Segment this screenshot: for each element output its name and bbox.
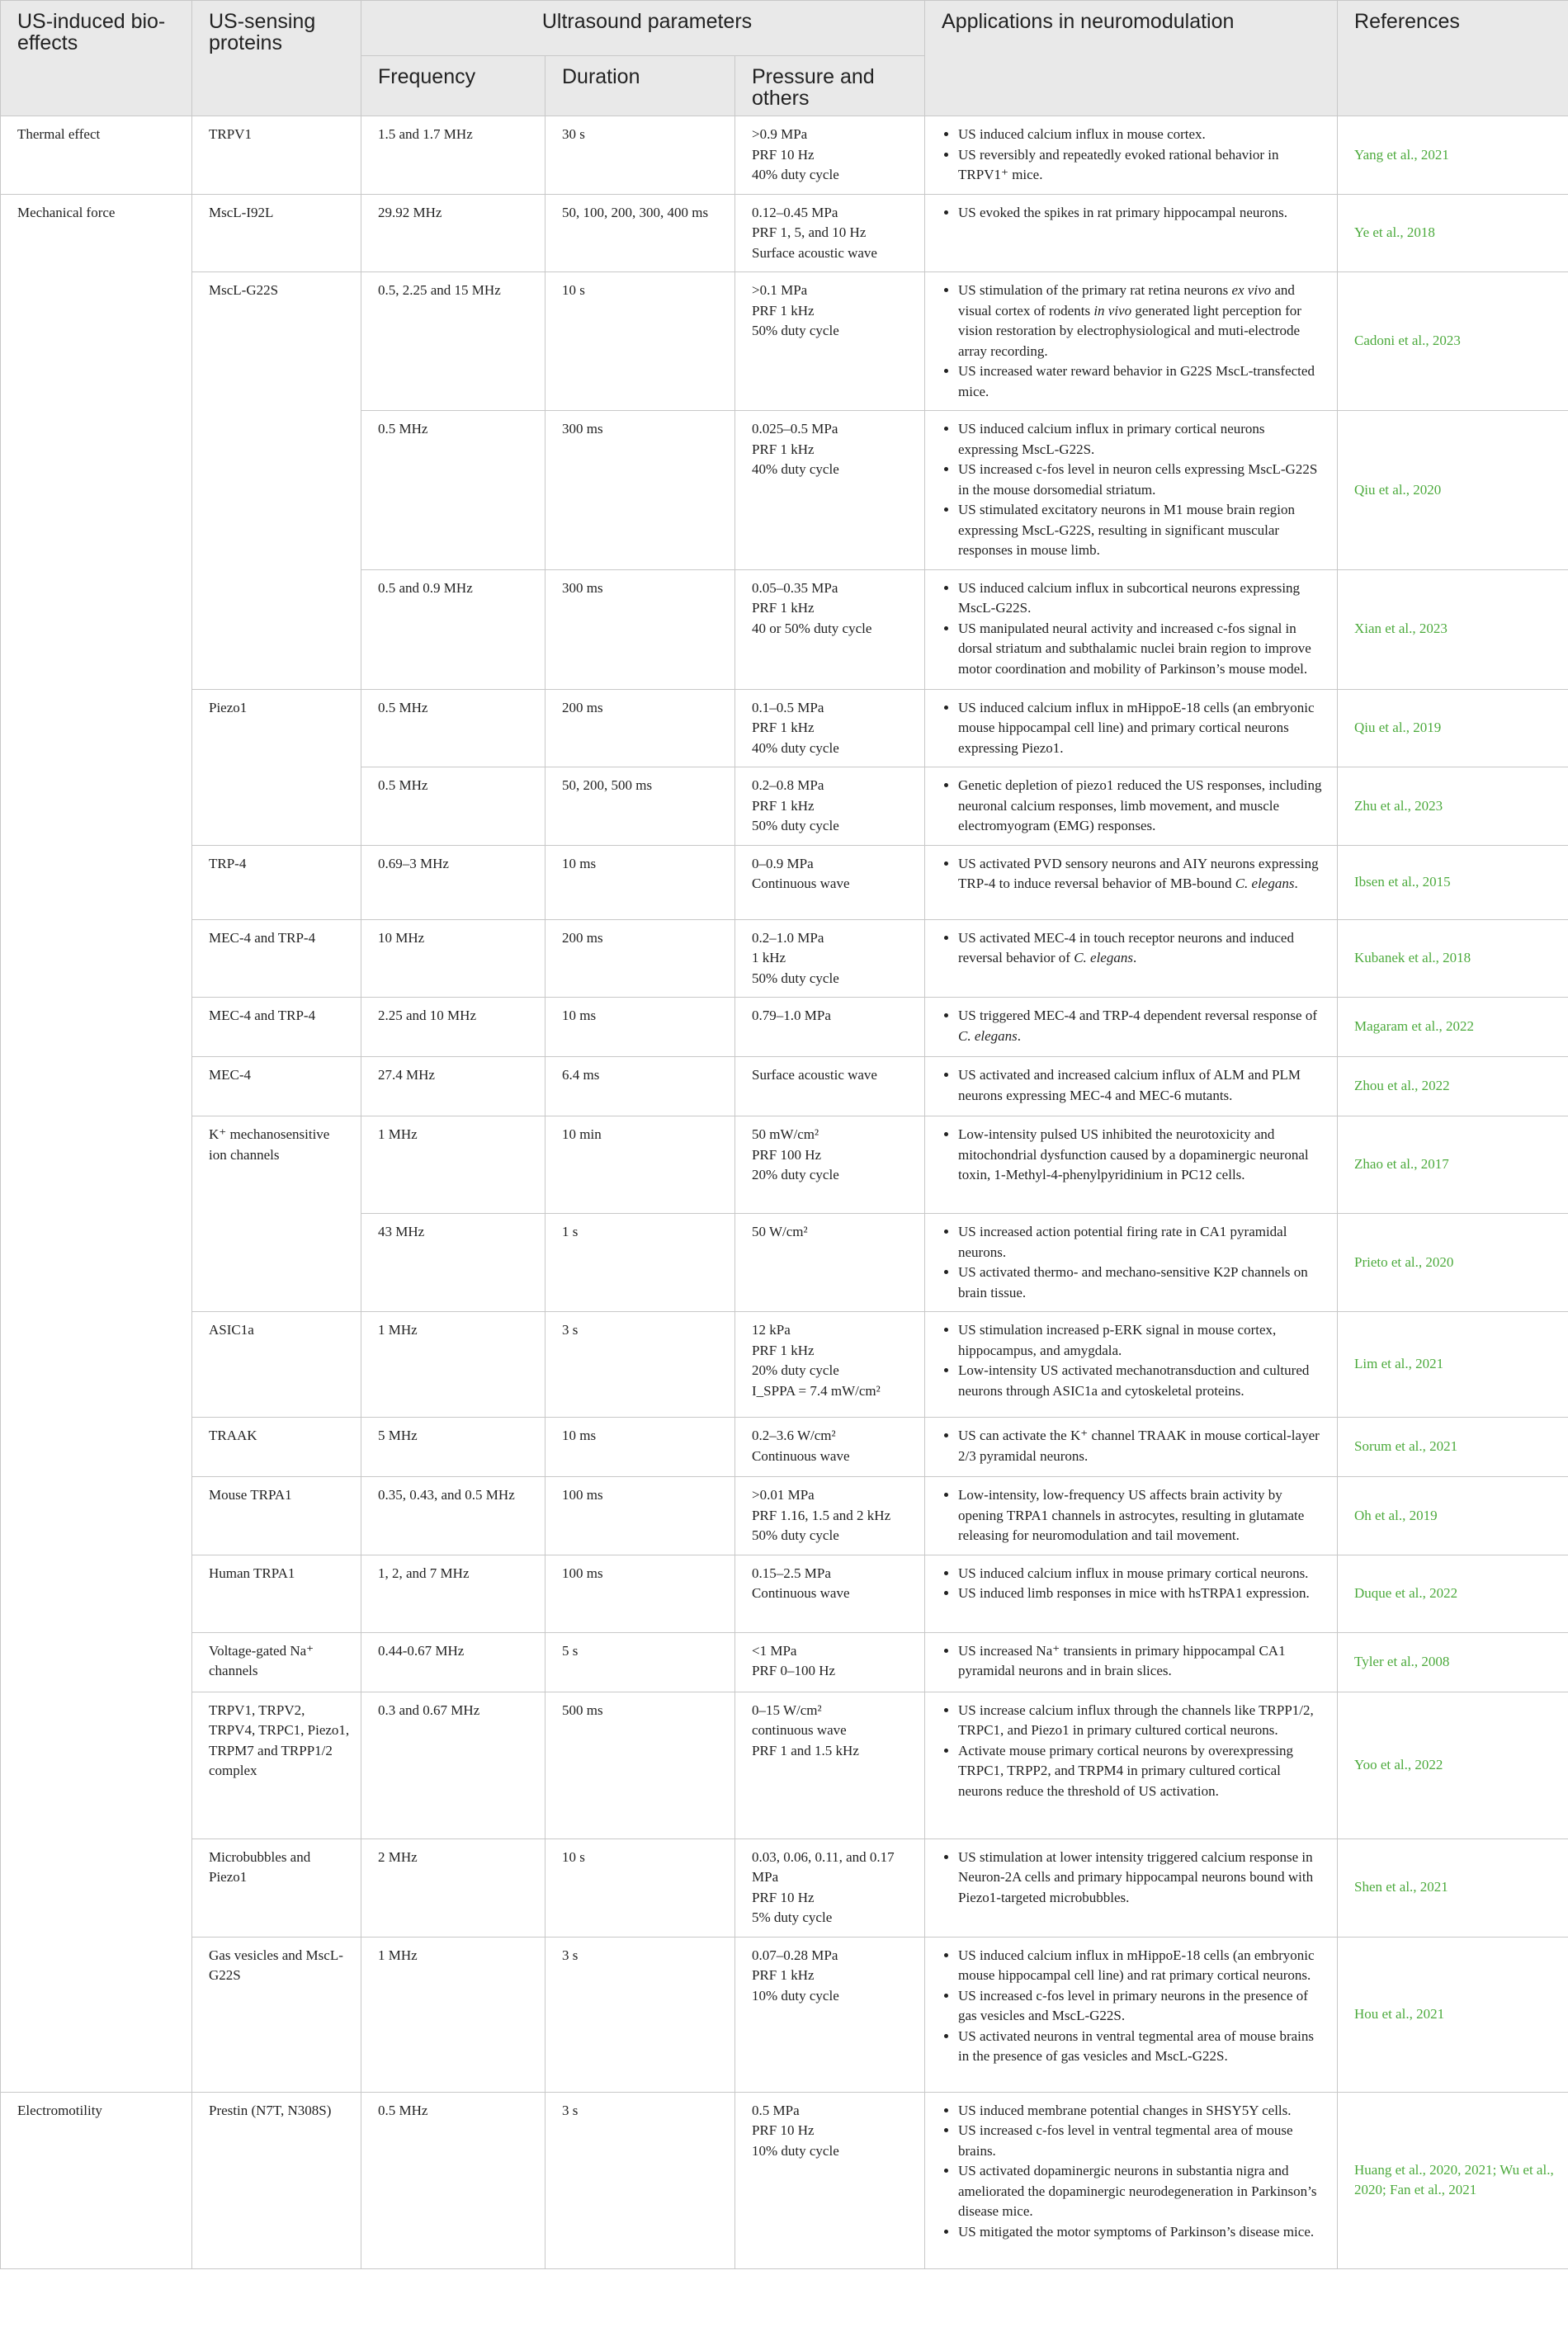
pressure-line: 20% duty cycle bbox=[752, 1362, 839, 1378]
frequency-cell: 5 MHz bbox=[361, 1418, 545, 1477]
applications-cell bbox=[925, 2092, 1338, 2268]
pressure-line: 50% duty cycle bbox=[752, 818, 839, 833]
pressure-line: 20% duty cycle bbox=[752, 1167, 839, 1182]
table-row bbox=[1, 116, 1568, 195]
table-body bbox=[1, 116, 1568, 2269]
pressure-line: PRF 1 kHz bbox=[752, 441, 815, 457]
applications-cell bbox=[925, 845, 1338, 919]
pressure-line: PRF 1 kHz bbox=[752, 1342, 815, 1358]
pressure-cell bbox=[735, 1116, 925, 1214]
application-item: • US mitigated the motor symptoms of Parkinson’s disease mice. bbox=[958, 2222, 1327, 2243]
application-item: • US triggered MEC-4 and TRP-4 dependent reversal response of C. elegans. bbox=[958, 1006, 1327, 1046]
pressure-line: 0.15–2.5 MPa bbox=[752, 1565, 831, 1581]
duration-cell: 3 s bbox=[545, 2092, 735, 2268]
protein-cell: Microbubbles and Piezo1 bbox=[192, 1838, 361, 1937]
pressure-cell bbox=[735, 194, 925, 272]
pressure-cell bbox=[735, 1057, 925, 1116]
pressure-line: PRF 1 kHz bbox=[752, 600, 815, 616]
applications-list bbox=[942, 1848, 1327, 1909]
application-item: • US activated thermo- and mechano-sensitive K2P channels on brain tissue. bbox=[958, 1263, 1327, 1303]
duration-cell: 50, 100, 200, 300, 400 ms bbox=[545, 194, 735, 272]
pressure-line: Surface acoustic wave bbox=[752, 1067, 877, 1083]
pressure-line: 0.2–0.8 MPa bbox=[752, 777, 824, 793]
pressure-line: 0.1–0.5 MPa bbox=[752, 699, 824, 715]
application-item: • US increased Na⁺ transients in primary hippocampal CA1 pyramidal neurons and in brain slices. bbox=[958, 1641, 1327, 1682]
application-item: • US induced calcium influx in primary cortical neurons expressing MscL-G22S. bbox=[958, 419, 1327, 460]
table-row bbox=[1, 919, 1568, 998]
frequency-cell: 0.5 MHz bbox=[361, 2092, 545, 2268]
pressure-cell bbox=[735, 1418, 925, 1477]
table-row bbox=[1, 1632, 1568, 1692]
application-item: • US increased c-fos level in neuron cells expressing MscL-G22S in the mouse dorsomedial striatum. bbox=[958, 460, 1327, 500]
applications-cell bbox=[925, 1214, 1338, 1312]
applications-cell bbox=[925, 1555, 1338, 1632]
header-duration: Duration bbox=[545, 56, 735, 116]
duration-cell: 50, 200, 500 ms bbox=[545, 767, 735, 846]
duration-cell: 100 ms bbox=[545, 1555, 735, 1632]
application-item: • Low-intensity pulsed US inhibited the neurotoxicity and mitochondrial dysfunction caused by a dopaminergic neuronal toxin, 1-Methyl-4-phenylpyridinium in PC12 cells. bbox=[958, 1125, 1327, 1186]
header-parameters: Ultrasound parameters bbox=[361, 1, 925, 56]
applications-list bbox=[942, 2101, 1327, 2243]
frequency-cell: 0.5 and 0.9 MHz bbox=[361, 569, 545, 689]
reference-link[interactable]: Oh et al., 2019 bbox=[1338, 1477, 1568, 1555]
pressure-line: PRF 1.16, 1.5 and 2 kHz bbox=[752, 1507, 891, 1523]
protein-cell: MscL-G22S bbox=[192, 272, 361, 690]
duration-cell: 300 ms bbox=[545, 569, 735, 689]
pressure-line: 10% duty cycle bbox=[752, 1987, 839, 2004]
applications-list bbox=[942, 1946, 1327, 2067]
applications-list bbox=[942, 578, 1327, 680]
protein-cell: Voltage-gated Na⁺ channels bbox=[192, 1632, 361, 1692]
header-frequency: Frequency bbox=[361, 56, 545, 116]
reference-link[interactable]: Xian et al., 2023 bbox=[1338, 569, 1568, 689]
pressure-cell bbox=[735, 919, 925, 998]
pressure-line: 0.05–0.35 MPa bbox=[752, 579, 838, 596]
pressure-line: >0.9 MPa bbox=[752, 126, 808, 142]
duration-cell: 3 s bbox=[545, 1312, 735, 1418]
pressure-line: 0.5 MPa bbox=[752, 2102, 800, 2118]
protein-cell: MEC-4 bbox=[192, 1057, 361, 1116]
applications-list bbox=[942, 1065, 1327, 1106]
protein-cell: Gas vesicles and MscL-G22S bbox=[192, 1937, 361, 2092]
application-item: • US reversibly and repeatedly evoked rational behavior in TRPV1⁺ mice. bbox=[958, 145, 1327, 186]
duration-cell: 200 ms bbox=[545, 689, 735, 767]
table-row bbox=[1, 272, 1568, 411]
frequency-cell: 1, 2, and 7 MHz bbox=[361, 1555, 545, 1632]
applications-list bbox=[942, 1222, 1327, 1303]
bioeffect-cell: Mechanical force bbox=[1, 194, 192, 2092]
pressure-cell bbox=[735, 1632, 925, 1692]
applications-list bbox=[942, 125, 1327, 186]
table-row bbox=[1, 1555, 1568, 1632]
pressure-line: Surface acoustic wave bbox=[752, 244, 877, 261]
header-bioeffects: US-induced bio-effects bbox=[1, 1, 192, 116]
applications-list bbox=[942, 1564, 1327, 1604]
applications-list bbox=[942, 419, 1327, 561]
pressure-line: PRF 1 kHz bbox=[752, 797, 815, 814]
applications-cell bbox=[925, 1632, 1338, 1692]
table-row bbox=[1, 1838, 1568, 1937]
pressure-line: 50% duty cycle bbox=[752, 323, 839, 338]
table-row bbox=[1, 1057, 1568, 1116]
reference-link[interactable]: Zhou et al., 2022 bbox=[1338, 1057, 1568, 1116]
pressure-line: >0.01 MPa bbox=[752, 1487, 815, 1503]
frequency-cell: 0.5 MHz bbox=[361, 767, 545, 846]
pressure-line: 0.025–0.5 MPa bbox=[752, 421, 838, 437]
reference-link[interactable]: Hou et al., 2021 bbox=[1338, 1937, 1568, 2092]
duration-cell: 500 ms bbox=[545, 1692, 735, 1838]
applications-cell bbox=[925, 1937, 1338, 2092]
applications-list bbox=[942, 698, 1327, 759]
frequency-cell: 43 MHz bbox=[361, 1214, 545, 1312]
duration-cell: 10 min bbox=[545, 1116, 735, 1214]
frequency-cell: 2 MHz bbox=[361, 1838, 545, 1937]
bioeffect-cell: Thermal effect bbox=[1, 116, 192, 195]
applications-list bbox=[942, 928, 1327, 969]
duration-cell: 6.4 ms bbox=[545, 1057, 735, 1116]
header-references: References bbox=[1338, 1, 1568, 116]
table-row bbox=[1, 194, 1568, 272]
pressure-line: PRF 1, 5, and 10 Hz bbox=[752, 224, 867, 240]
application-item: • US increased water reward behavior in G22S MscL-transfected mice. bbox=[958, 361, 1327, 402]
application-item: • US manipulated neural activity and increased c-fos signal in dorsal striatum and subthalamic nuclei brain region to improve motor coordination and mobility of Parkinson’s mouse model. bbox=[958, 619, 1327, 680]
frequency-cell: 10 MHz bbox=[361, 919, 545, 998]
applications-cell bbox=[925, 689, 1338, 767]
bioeffect-cell: Electromotility bbox=[1, 2092, 192, 2268]
application-item: • US increased c-fos level in ventral tegmental area of mouse brains. bbox=[958, 2121, 1327, 2161]
duration-cell: 300 ms bbox=[545, 411, 735, 570]
applications-cell bbox=[925, 272, 1338, 411]
pressure-cell bbox=[735, 2092, 925, 2268]
applications-list bbox=[942, 854, 1327, 894]
protein-cell: Mouse TRPA1 bbox=[192, 1477, 361, 1555]
application-item: • US increase calcium influx through the channels like TRPP1/2, TRPC1, and Piezo1 in primary cultured cortical neurons. bbox=[958, 1701, 1327, 1741]
reference-link[interactable]: Ibsen et al., 2015 bbox=[1338, 845, 1568, 919]
protein-cell: Prestin (N7T, N308S) bbox=[192, 2092, 361, 2268]
table-row bbox=[1, 1477, 1568, 1555]
pressure-line: PRF 1 kHz bbox=[752, 1967, 815, 1983]
protein-cell: TRP-4 bbox=[192, 845, 361, 919]
table-row bbox=[1, 1937, 1568, 2092]
frequency-cell: 2.25 and 10 MHz bbox=[361, 998, 545, 1057]
frequency-cell: 1 MHz bbox=[361, 1116, 545, 1214]
frequency-cell: 0.35, 0.43, and 0.5 MHz bbox=[361, 1477, 545, 1555]
pressure-cell bbox=[735, 1838, 925, 1937]
duration-cell: 10 s bbox=[545, 1838, 735, 1937]
table-row bbox=[1, 2092, 1568, 2268]
header-pressure: Pressure and others bbox=[735, 56, 925, 116]
duration-cell: 100 ms bbox=[545, 1477, 735, 1555]
application-item: • Low-intensity US activated mechanotransduction and cultured neurons through ASIC1a and cytoskeletal proteins. bbox=[958, 1361, 1327, 1401]
application-item: • US stimulation of the primary rat retina neurons ex vivo and visual cortex of rodents in vivo generated light perception for vision restoration by electrophysiological and muti-electrode array recording. bbox=[958, 281, 1327, 361]
pressure-line: 0.07–0.28 MPa bbox=[752, 1947, 838, 1963]
application-item: • US increased c-fos level in primary neurons in the presence of gas vesicles and MscL-G22S. bbox=[958, 1986, 1327, 2027]
pressure-line: 0.12–0.45 MPa bbox=[752, 204, 838, 220]
reference-link[interactable]: Magaram et al., 2022 bbox=[1338, 998, 1568, 1057]
reference-link[interactable]: Duque et al., 2022 bbox=[1338, 1555, 1568, 1632]
frequency-cell: 0.5 MHz bbox=[361, 411, 545, 570]
application-item: • US stimulated excitatory neurons in M1 mouse brain region expressing MscL-G22S, resulting in significant muscular responses in mouse limb. bbox=[958, 500, 1327, 561]
frequency-cell: 0.69–3 MHz bbox=[361, 845, 545, 919]
pressure-line: 50 W/cm² bbox=[752, 1224, 808, 1239]
protein-cell: K⁺ mechanosensitive ion channels bbox=[192, 1116, 361, 1312]
pressure-cell bbox=[735, 767, 925, 846]
pressure-line: 10% duty cycle bbox=[752, 2142, 839, 2159]
application-item: • US evoked the spikes in rat primary hippocampal neurons. bbox=[958, 203, 1327, 224]
pressure-line: PRF 10 Hz bbox=[752, 1889, 815, 1905]
frequency-cell: 0.3 and 0.67 MHz bbox=[361, 1692, 545, 1838]
reference-link[interactable]: Tyler et al., 2008 bbox=[1338, 1632, 1568, 1692]
applications-list bbox=[942, 1426, 1327, 1466]
applications-list bbox=[942, 203, 1327, 224]
applications-cell bbox=[925, 1312, 1338, 1418]
pressure-cell bbox=[735, 116, 925, 195]
pressure-cell bbox=[735, 1555, 925, 1632]
applications-list bbox=[942, 1485, 1327, 1546]
pressure-line: PRF 0–100 Hz bbox=[752, 1663, 836, 1678]
pressure-line: 50% duty cycle bbox=[752, 1527, 839, 1543]
pressure-line: 0.03, 0.06, 0.11, and 0.17 MPa bbox=[752, 1848, 895, 1885]
pressure-line: 0.2–1.0 MPa bbox=[752, 929, 824, 946]
application-item: • US induced membrane potential changes in SHSY5Y cells. bbox=[958, 2101, 1327, 2122]
reference-link[interactable]: Lim et al., 2021 bbox=[1338, 1312, 1568, 1418]
protein-cell: TRPV1, TRPV2, TRPV4, TRPC1, Piezo1, TRPM7 and TRPP1/2 complex bbox=[192, 1692, 361, 1838]
pressure-cell bbox=[735, 1692, 925, 1838]
pressure-cell bbox=[735, 1937, 925, 2092]
table-row bbox=[1, 689, 1568, 767]
table-row bbox=[1, 1418, 1568, 1477]
applications-list bbox=[942, 1320, 1327, 1401]
pressure-line: Continuous wave bbox=[752, 876, 850, 891]
duration-cell: 10 ms bbox=[545, 845, 735, 919]
application-item: • US can activate the K⁺ channel TRAAK in mouse cortical-layer 2/3 pyramidal neurons. bbox=[958, 1426, 1327, 1466]
application-item: • US induced calcium influx in mHippoE-18 cells (an embryonic mouse hippocampal cell line) and rat primary cortical neurons. bbox=[958, 1946, 1327, 1986]
protein-cell: MscL-I92L bbox=[192, 194, 361, 272]
reference-link[interactable]: Yang et al., 2021 bbox=[1338, 116, 1568, 195]
applications-list bbox=[942, 1701, 1327, 1802]
protein-cell: MEC-4 and TRP-4 bbox=[192, 919, 361, 998]
reference-link[interactable]: Huang et al., 2020, 2021; Wu et al., 2020; Fan et al., 2021 bbox=[1338, 2092, 1568, 2268]
application-item: • US stimulation at lower intensity triggered calcium response in Neuron-2A cells and primary hippocampal neurons bound with Piezo1-targeted microbubbles. bbox=[958, 1848, 1327, 1909]
pressure-cell bbox=[735, 1477, 925, 1555]
pressure-line: PRF 1 kHz bbox=[752, 720, 815, 735]
protein-cell: Piezo1 bbox=[192, 689, 361, 845]
application-item: • US stimulation increased p-ERK signal in mouse cortex, hippocampus, and amygdala. bbox=[958, 1320, 1327, 1361]
applications-cell bbox=[925, 767, 1338, 846]
applications-cell bbox=[925, 116, 1338, 195]
pressure-line: 0.79–1.0 MPa bbox=[752, 1008, 831, 1023]
frequency-cell: 0.5 MHz bbox=[361, 689, 545, 767]
pressure-line: 1 kHz bbox=[752, 950, 786, 965]
application-item: • Activate mouse primary cortical neurons by overexpressing TRPC1, TRPP2, and TRPM4 in primary cultured cortical neurons reduce the threshold of US activation. bbox=[958, 1741, 1327, 1802]
table-row bbox=[1, 1312, 1568, 1418]
application-item: • US activated and increased calcium influx of ALM and PLM neurons expressing MEC-4 and MEC-6 mutants. bbox=[958, 1065, 1327, 1106]
pressure-line: 50% duty cycle bbox=[752, 970, 839, 986]
application-item: • US activated dopaminergic neurons in substantia nigra and ameliorated the dopaminergic neurodegeneration in Parkinson’s disease mice. bbox=[958, 2161, 1327, 2222]
pressure-cell bbox=[735, 272, 925, 411]
frequency-cell: 29.92 MHz bbox=[361, 194, 545, 272]
table-row bbox=[1, 998, 1568, 1057]
reference-link[interactable]: Zhu et al., 2023 bbox=[1338, 767, 1568, 846]
pressure-cell bbox=[735, 1312, 925, 1418]
reference-link[interactable]: Prieto et al., 2020 bbox=[1338, 1214, 1568, 1312]
table-row bbox=[1, 845, 1568, 919]
frequency-cell: 1 MHz bbox=[361, 1312, 545, 1418]
applications-cell bbox=[925, 569, 1338, 689]
pressure-line: Continuous wave bbox=[752, 1585, 850, 1601]
application-item: • US activated MEC-4 in touch receptor neurons and induced reversal behavior of C. elegans. bbox=[958, 928, 1327, 969]
pressure-line: <1 MPa bbox=[752, 1642, 797, 1659]
duration-cell: 10 ms bbox=[545, 1418, 735, 1477]
pressure-line: PRF 100 Hz bbox=[752, 1146, 822, 1163]
reference-link[interactable]: Yoo et al., 2022 bbox=[1338, 1692, 1568, 1838]
applications-cell bbox=[925, 1477, 1338, 1555]
reference-link[interactable]: Ye et al., 2018 bbox=[1338, 194, 1568, 272]
pressure-cell bbox=[735, 998, 925, 1057]
pressure-cell bbox=[735, 1214, 925, 1312]
pressure-line: Continuous wave bbox=[752, 1447, 850, 1464]
frequency-cell: 27.4 MHz bbox=[361, 1057, 545, 1116]
applications-cell bbox=[925, 919, 1338, 998]
table-header bbox=[1, 1, 1568, 116]
pressure-line: PRF 10 Hz bbox=[752, 2122, 815, 2138]
applications-list bbox=[942, 776, 1327, 837]
duration-cell: 10 s bbox=[545, 272, 735, 411]
duration-cell: 5 s bbox=[545, 1632, 735, 1692]
table-row bbox=[1, 1116, 1568, 1214]
protein-cell: TRPV1 bbox=[192, 116, 361, 195]
pressure-line: 40% duty cycle bbox=[752, 739, 839, 756]
pressure-line: >0.1 MPa bbox=[752, 282, 808, 298]
pressure-cell bbox=[735, 411, 925, 570]
pressure-line: 0.2–3.6 W/cm² bbox=[752, 1428, 836, 1443]
reference-link[interactable]: Qiu et al., 2020 bbox=[1338, 411, 1568, 570]
applications-cell bbox=[925, 411, 1338, 570]
applications-list bbox=[942, 1006, 1327, 1046]
reference-link[interactable]: Kubanek et al., 2018 bbox=[1338, 919, 1568, 998]
pressure-line: I_SPPA = 7.4 mW/cm² bbox=[752, 1382, 881, 1399]
applications-cell bbox=[925, 1116, 1338, 1214]
frequency-cell: 0.44-0.67 MHz bbox=[361, 1632, 545, 1692]
application-item: • Genetic depletion of piezo1 reduced the US responses, including neuronal calcium responses, limb movement, and muscle electromyogram (EMG) responses. bbox=[958, 776, 1327, 837]
pressure-cell bbox=[735, 569, 925, 689]
application-item: • US induced calcium influx in mouse cortex. bbox=[958, 125, 1327, 145]
duration-cell: 200 ms bbox=[545, 919, 735, 998]
table-row bbox=[1, 1692, 1568, 1838]
pressure-line: 12 kPa bbox=[752, 1322, 791, 1338]
application-item: • US induced limb responses in mice with hsTRPA1 expression. bbox=[958, 1584, 1327, 1604]
pressure-cell bbox=[735, 845, 925, 919]
pressure-line: 40 or 50% duty cycle bbox=[752, 620, 872, 636]
application-item: • US activated PVD sensory neurons and AIY neurons expressing TRP-4 to induce reversal behavior of MB-bound C. elegans. bbox=[958, 854, 1327, 894]
applications-list bbox=[942, 281, 1327, 402]
frequency-cell: 0.5, 2.25 and 15 MHz bbox=[361, 272, 545, 411]
protein-cell: Human TRPA1 bbox=[192, 1555, 361, 1632]
header-applications: Applications in neuromodulation bbox=[925, 1, 1338, 116]
protein-cell: MEC-4 and TRP-4 bbox=[192, 998, 361, 1057]
applications-cell bbox=[925, 1692, 1338, 1838]
pressure-line: 50 mW/cm² bbox=[752, 1126, 819, 1142]
protein-cell: TRAAK bbox=[192, 1418, 361, 1477]
duration-cell: 3 s bbox=[545, 1937, 735, 2092]
pressure-line: 0–0.9 MPa bbox=[752, 855, 814, 871]
applications-cell bbox=[925, 194, 1338, 272]
application-item: • US induced calcium influx in subcortical neurons expressing MscL-G22S. bbox=[958, 578, 1327, 619]
applications-list bbox=[942, 1641, 1327, 1682]
application-item: • Low-intensity, low-frequency US affects brain activity by opening TRPA1 channels in astrocytes, resulting in glutamate releasing for neuromodulation and tail movement. bbox=[958, 1485, 1327, 1546]
frequency-cell: 1 MHz bbox=[361, 1937, 545, 2092]
applications-list bbox=[942, 1125, 1327, 1186]
frequency-cell: 1.5 and 1.7 MHz bbox=[361, 116, 545, 195]
duration-cell: 1 s bbox=[545, 1214, 735, 1312]
reference-link[interactable]: Shen et al., 2021 bbox=[1338, 1838, 1568, 1937]
applications-cell bbox=[925, 1057, 1338, 1116]
reference-link[interactable]: Sorum et al., 2021 bbox=[1338, 1418, 1568, 1477]
pressure-cell bbox=[735, 689, 925, 767]
pressure-line: 40% duty cycle bbox=[752, 461, 839, 477]
duration-cell: 10 ms bbox=[545, 998, 735, 1057]
application-item: • US activated neurons in ventral tegmental area of mouse brains in the presence of gas vesicles and MscL-G22S. bbox=[958, 2027, 1327, 2067]
applications-cell bbox=[925, 1838, 1338, 1937]
pressure-line: 0–15 W/cm² bbox=[752, 1702, 822, 1718]
pressure-line: PRF 10 Hz bbox=[752, 146, 815, 163]
pressure-line: continuous wave bbox=[752, 1722, 847, 1738]
pressure-line: PRF 1 kHz bbox=[752, 302, 815, 319]
applications-cell bbox=[925, 998, 1338, 1057]
application-item: • US increased action potential firing rate in CA1 pyramidal neurons. bbox=[958, 1222, 1327, 1263]
reference-link[interactable]: Qiu et al., 2019 bbox=[1338, 689, 1568, 767]
application-item: • US induced calcium influx in mouse primary cortical neurons. bbox=[958, 1564, 1327, 1584]
protein-cell: ASIC1a bbox=[192, 1312, 361, 1418]
pressure-line: 40% duty cycle bbox=[752, 167, 839, 182]
header-proteins: US-sensing proteins bbox=[192, 1, 361, 116]
duration-cell: 30 s bbox=[545, 116, 735, 195]
application-item: • US induced calcium influx in mHippoE-18 cells (an embryonic mouse hippocampal cell line) and primary cortical neurons expressing Piezo1. bbox=[958, 698, 1327, 759]
reference-link[interactable]: Cadoni et al., 2023 bbox=[1338, 272, 1568, 411]
applications-cell bbox=[925, 1418, 1338, 1477]
reference-link[interactable]: Zhao et al., 2017 bbox=[1338, 1116, 1568, 1214]
pressure-line: 5% duty cycle bbox=[752, 1909, 833, 1925]
pressure-line: PRF 1 and 1.5 kHz bbox=[752, 1742, 859, 1758]
